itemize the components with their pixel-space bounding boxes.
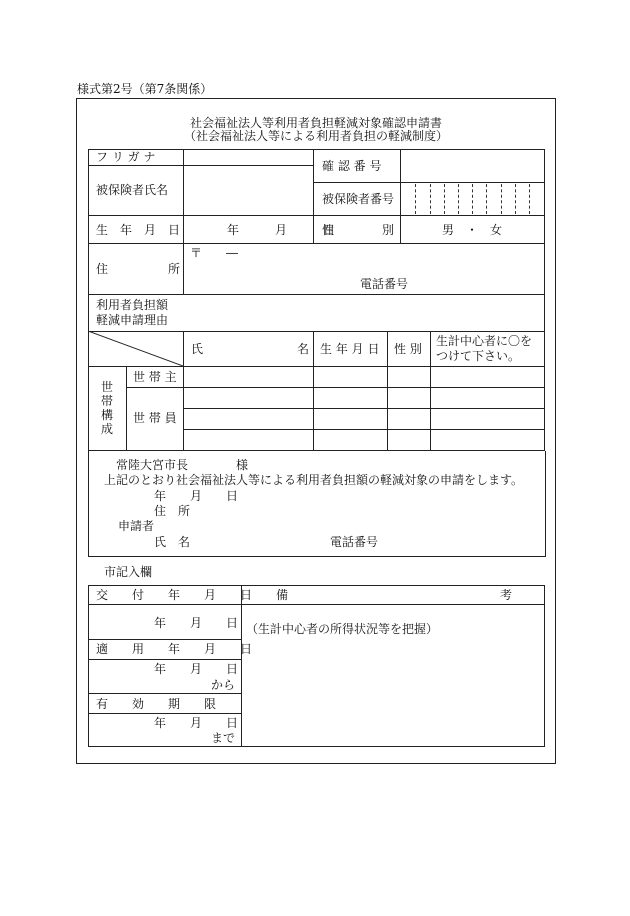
reason-label-line2: 軽減申請理由 bbox=[96, 313, 169, 327]
apply-date-label: 適 用 年 月 日 bbox=[96, 642, 253, 656]
reason-label-line1: 利用者負担額 bbox=[96, 298, 169, 312]
valid-period-label: 有 効 期 限 bbox=[96, 697, 217, 711]
applicant-label: 申請者 bbox=[118, 519, 155, 533]
confirm-number-label: 確 認 番 号 bbox=[322, 159, 382, 173]
phone-label: 電話番号 bbox=[360, 277, 409, 291]
issue-date-label: 交 付 年 月 日 bbox=[96, 588, 253, 602]
valid-date-fields: 年 月 日 bbox=[154, 716, 239, 730]
sex-label: 性 別 bbox=[322, 223, 395, 237]
apply-date-fields: 年 月 日 bbox=[154, 662, 239, 676]
remarks-label-right: 考 bbox=[500, 588, 513, 602]
remarks-note: （生計中心者の所得状況等を把握） bbox=[246, 622, 439, 636]
remarks-label-left: 備 bbox=[276, 588, 289, 602]
applicant-phone-label: 電話番号 bbox=[330, 535, 379, 549]
until-label: まで bbox=[211, 731, 236, 745]
col-name-right: 名 bbox=[297, 342, 310, 356]
sex-options: 男 ・ 女 bbox=[442, 223, 503, 237]
addressee: 常陸大宮市長 様 bbox=[116, 458, 249, 472]
household-vertical-label: 世帯構成 bbox=[100, 380, 113, 436]
col-sex: 性 別 bbox=[394, 342, 422, 356]
applicant-name-label: 氏 名 bbox=[154, 535, 191, 549]
office-section-title: 市記入欄 bbox=[104, 565, 153, 579]
applicant-address-label: 住 所 bbox=[154, 504, 191, 518]
birthdate-fields: 年 月 日 bbox=[227, 223, 336, 237]
form-number: 様式第2号（第7条関係） bbox=[77, 82, 213, 96]
issue-date-fields: 年 月 日 bbox=[154, 616, 239, 630]
form-subtitle: （社会福祉法人等による利用者負担の軽減制度） bbox=[183, 129, 448, 143]
furigana-label: フ リ ガ ナ bbox=[96, 150, 156, 164]
application-date: 年 月 日 bbox=[154, 489, 239, 503]
header-diagonal bbox=[88, 331, 183, 366]
application-statement: 上記のとおり社会福祉法人等による利用者負担額の軽減対象の申請をします。 bbox=[104, 473, 524, 487]
col-main-earner-line1: 生計中心者に〇を bbox=[436, 334, 533, 348]
head-of-household-label: 世 帯 主 bbox=[133, 370, 177, 384]
form-title: 社会福祉法人等利用者負担軽減対象確認申請書 bbox=[189, 116, 442, 130]
insured-name-label: 被保険者氏名 bbox=[96, 183, 169, 197]
postal-mark: 〒 ― bbox=[190, 246, 239, 260]
col-main-earner-line2: つけて下さい。 bbox=[436, 349, 521, 363]
col-name-left: 氏 bbox=[191, 342, 204, 356]
from-label: から bbox=[211, 678, 236, 692]
birthdate-label: 生 年 月 日 bbox=[96, 223, 181, 237]
col-birthdate: 生 年 月 日 bbox=[320, 342, 380, 356]
household-member-label: 世 帯 員 bbox=[133, 411, 177, 425]
insured-number-label: 被保険者番号 bbox=[322, 192, 395, 206]
address-label: 住 所 bbox=[96, 262, 181, 276]
